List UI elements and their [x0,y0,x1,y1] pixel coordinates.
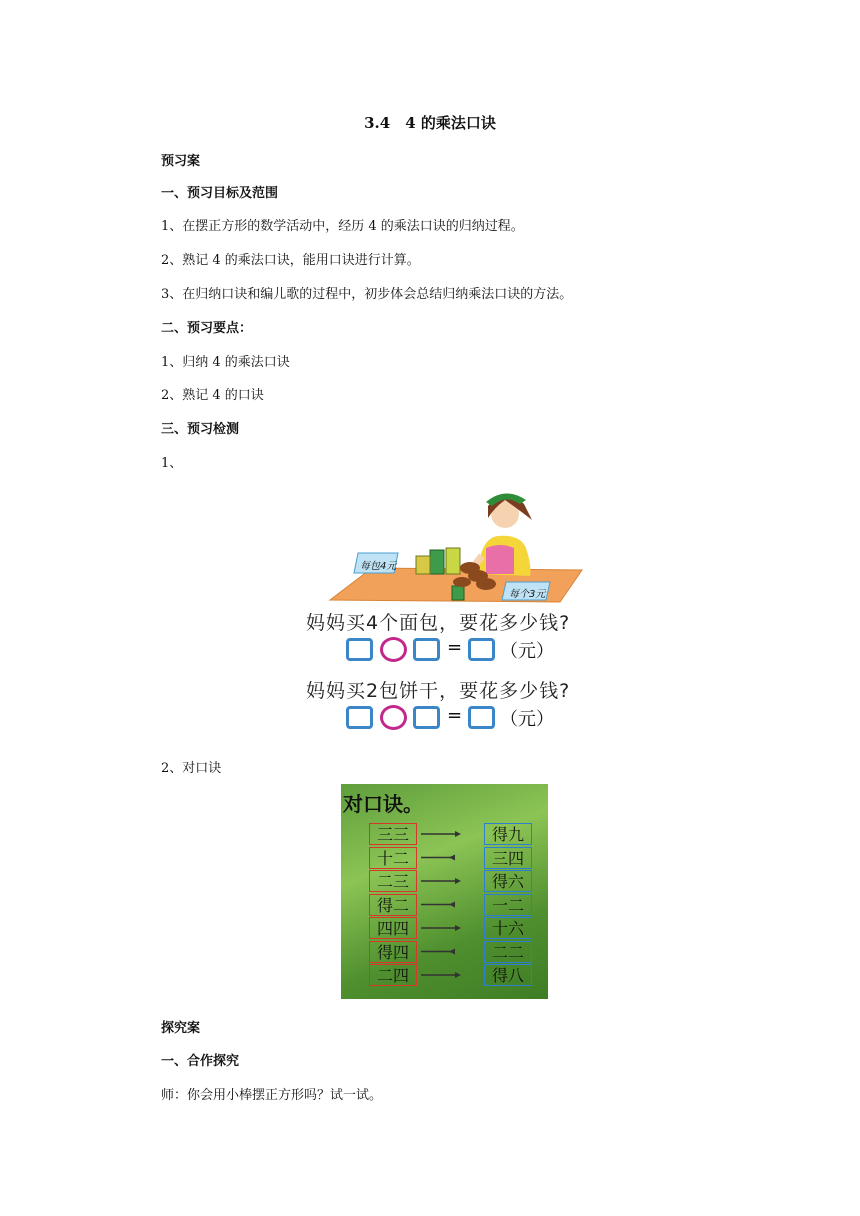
match-arrowhead-3 [455,878,461,884]
goal-2: 2、熟记 4 的乘法口诀，能用口诀进行计算。 [161,253,420,268]
answer-box-1b-3[interactable] [468,706,495,729]
match-title: 对口诀。 [343,792,423,816]
question-1b-text: 妈妈买2包饼干，要花多少钱? [306,680,571,702]
rhyme-left-5[interactable]: 四四 [369,917,417,939]
rhyme-right-3[interactable]: 得六 [484,870,532,892]
rhyme-right-1[interactable]: 得九 [484,823,532,845]
match-arrowhead-4 [449,902,455,908]
equals-sign-1a: = [447,637,463,658]
rhyme-left-1[interactable]: 三三 [369,823,417,845]
answer-box-1a-1[interactable] [346,638,373,661]
explore-text: 师：你会用小棒摆正方形吗？试一试。 [161,1088,383,1103]
rhyme-right-4[interactable]: 一二 [484,894,532,916]
match-arrowhead-2 [449,855,455,861]
match-arrowhead-7 [455,972,461,978]
section-preview: 预习案 [161,154,201,169]
shop-scene-image [300,478,600,608]
question-1a-text: 妈妈买4个面包，要花多少钱? [306,612,571,634]
question-1-label: 1、 [161,456,183,471]
equals-sign-1b: = [447,705,463,726]
answer-box-1a-2[interactable] [413,638,440,661]
match-arrowhead-6 [449,949,455,955]
rhyme-left-6[interactable]: 得四 [369,941,417,963]
answer-box-1b-1[interactable] [346,706,373,729]
shop-illustration [300,478,600,736]
rhyme-right-2[interactable]: 三四 [484,847,532,869]
heading-points: 二、预习要点： [161,321,253,336]
price-tag-item: 每个3元 [509,589,546,600]
answer-box-1b-2[interactable] [413,706,440,729]
page-title: 3.4 4 的乘法口诀 [364,114,496,132]
match-rhymes-panel [341,784,548,999]
goal-1: 1、在摆正方形的数学活动中，经历 4 的乘法口诀的归纳过程。 [161,219,524,234]
heading-check: 三、预习检测 [161,422,240,437]
rhyme-left-3[interactable]: 二三 [369,870,417,892]
rhyme-right-6[interactable]: 二二 [484,941,532,963]
operator-circle-1a[interactable] [380,637,407,662]
question-2-label: 2、对口诀 [161,761,222,776]
rhyme-right-7[interactable]: 得八 [484,964,532,986]
heading-goals: 一、预习目标及范围 [161,186,279,201]
operator-circle-1b[interactable] [380,705,407,730]
unit-1a: （元） [500,641,554,662]
match-arrowhead-1 [455,831,461,837]
rhyme-left-4[interactable]: 得二 [369,894,417,916]
goal-3: 3、在归纳口诀和编儿歌的过程中，初步体会总结归纳乘法口诀的方法。 [161,287,573,302]
point-2: 2、熟记 4 的口诀 [161,388,264,403]
answer-box-1a-3[interactable] [468,638,495,661]
point-1: 1、归纳 4 的乘法口诀 [161,355,290,370]
section-explore: 探究案 [161,1021,201,1036]
rhyme-left-2[interactable]: 十二 [369,847,417,869]
rhyme-left-7[interactable]: 二四 [369,964,417,986]
rhyme-right-5[interactable]: 十六 [484,917,532,939]
match-arrowhead-5 [455,925,461,931]
unit-1b: （元） [500,709,554,730]
price-tag-bread: 每包4元 [360,561,397,572]
heading-cooperate: 一、合作探究 [161,1054,240,1069]
